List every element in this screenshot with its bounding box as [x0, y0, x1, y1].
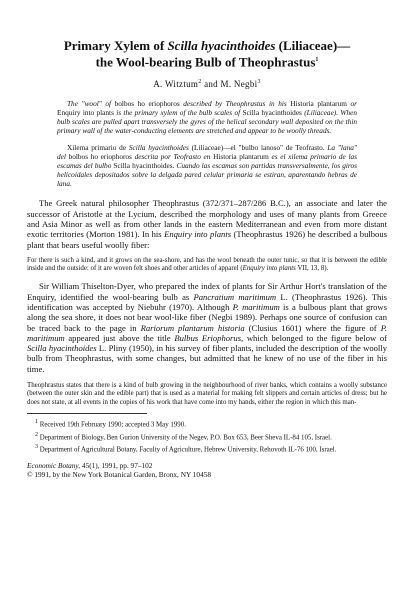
footnote-divider: [27, 413, 147, 414]
abstract-es-s9: Scilla hyacinthoides.: [111, 161, 177, 171]
para2-i4: P. maritimum: [27, 322, 387, 343]
abstract-en-s3: described by Theophrastus in his: [183, 99, 287, 109]
footnote-1: [27, 418, 387, 430]
author-1-mark: 2: [198, 79, 202, 86]
quote1-text1: For there is such a kind, and it grows on the sea-shore, and has the wool beneath the outer tunic, so that it is between the edible inside and the outside: of it are woven felt shoes and other articles of apparel (: [27, 256, 387, 273]
body-paragraph-1: [27, 198, 387, 249]
copyright-line: © 1991, by the New York Botanical Garden, Bronx, NY 10458: [27, 469, 212, 479]
abstract-es-s4: La "lana" del: [57, 143, 357, 162]
author-2: M. Negbi: [220, 79, 258, 90]
abstract-es-s3: (Liliaceae)—el "bulbo lanoso" de Teofrasto.: [188, 143, 328, 153]
footnote-3-text: Department of Agricultural Botany, Faculty of Agriculture, Hebrew University, Rehovoth IL-76 100, Israel.: [38, 446, 337, 454]
abstract-es-s10: Cuando las escamas son partidas transversalmente, los giros helicoidales depositados sobre la delgada pared celular primaria se estiran, aparentando hebras de lana.: [57, 161, 357, 189]
para2-i3: Rariorum plantarum historia: [140, 322, 245, 333]
title-line1-pre: Primary Xylem of: [63, 38, 168, 53]
quote1-italic: Enquiry into plants: [242, 265, 296, 273]
para2-i5: Bulbus Eriophorus,: [174, 332, 244, 343]
footnote-2-mark: 2: [35, 431, 38, 438]
body-paragraph-2: [27, 281, 387, 374]
abstract-en-s6: Enquiry into plants: [57, 108, 117, 118]
para2-t3: is a bulbous plant that grows along the sea shore, it does not bear wool-like fiber (Negbi 1989). Perhaps one source of confusion can be traced back to the page in: [27, 302, 387, 333]
para2-i2: P. maritimum: [232, 302, 280, 312]
para2-t4: (Clusius 1601) where the figure of: [244, 322, 381, 333]
para2-t7: L. Pliny (1950), in his survey of fiber plants, included the description of the woolly bulb from Theophrastus, with some changes, but admitted that he knew of no use of the fiber in his time.: [27, 343, 387, 374]
author-conj: and: [201, 79, 221, 90]
para2-t1: Sir William Thiselton-Dyer, who prepared the index of plants for Sir Arthur Hort's translation of the Enquiry, identified the wool-bearing bulb as: [27, 281, 387, 302]
abstract-es-s8: es el xilema primario de las escamas del bulbo: [57, 152, 357, 171]
article-title: [27, 38, 387, 69]
abstract-es-s6: descrita por Teofrasto en: [134, 152, 211, 162]
para1-text1: The Greek natural philosopher Theophrastus (372/371–287/286 B.C.), an associate and later the successor of Aristotle at the Lycium, described the morphology and uses of many plants from Greece and Asia Minor as well as from other lands in the eastern Mediterranean and even from more distant exotic territories (Morton 1981). In his: [27, 198, 387, 240]
footnote-3-mark: 3: [35, 444, 38, 451]
authors: [27, 79, 387, 89]
block-quote-1: [27, 257, 387, 274]
journal-name: Economic Botany,: [27, 460, 81, 470]
abstract-es-s5: bolbos ho eriophoros: [65, 152, 135, 162]
journal-citation: [27, 461, 387, 479]
author-2-mark: 3: [257, 79, 261, 86]
title-footnote-mark: 1: [315, 57, 319, 63]
para1-text2: (Theophrastus 1926) he described a bulbous plant that bears useful woolly fiber:: [27, 229, 387, 250]
abstract-es-s2: Scilla hyacinthoides: [128, 143, 189, 153]
abstract-en-s2: bolbos ho eriophoros: [111, 99, 184, 109]
title-line2: the Wool-bearing Bulb of Theophrastus: [95, 54, 316, 70]
block-quote-2: Theophrastus states that there is a kind of bulb growing in the neighbourhood of river banks, which contains a woolly substance (between the outer skin and the edible part) that is used as a material for making felt slippers and certain articles of dress; but he does not state, at all events in the copies of his work that have come into my hands, either the region in which this man-: [27, 382, 387, 406]
abstract-spanish: [57, 143, 357, 188]
abstract-en-s1: The "wool" of: [67, 99, 112, 109]
footnote-1-mark: 1: [35, 418, 38, 425]
para1-italic: Enquiry into plants: [164, 229, 232, 240]
journal-line: [27, 461, 387, 470]
footnote-2: [27, 431, 387, 443]
abstract-en-s4: Historia plantarum: [286, 99, 351, 109]
footnote-1-text: Received 19th February 1990; accepted 3 May 1990.: [38, 421, 186, 429]
footnote-2-text: Department of Biology, Ben Gurion University of the Negev, P.O. Box 653, Beer Sheva IL-84 105, Israel.: [38, 433, 332, 441]
quote1-text2: VII, 13, 8).: [295, 265, 329, 273]
title-line1-post: (Liliaceae)—: [275, 38, 351, 53]
footnote-3: [27, 443, 387, 455]
author-1: A. Witztum: [153, 79, 199, 90]
para2-t5: appeared just above the title: [64, 332, 175, 343]
abstract-en-s8: Scilla hyacinthoides: [240, 108, 305, 118]
para2-i1: Pancratium maritimum: [193, 291, 277, 302]
abstract-es-s7: Historia plantarum: [210, 152, 272, 162]
title-species: Scilla hyacinthoides: [167, 38, 276, 53]
abstract-en-s9: (Liliaceae). When bulb scales are pulled apart transversely the gyres of the helical secondary wall deposited on the thin primary wall of the water-conducting elements are stretched and appear to be woolly threads.: [57, 108, 357, 136]
abstract-en-s5: or: [350, 99, 357, 109]
abstract-es-s1: Xilema primario de: [67, 143, 129, 153]
abstract: [57, 99, 357, 188]
journal-volume: 45(1), 1991, pp. 97–102: [80, 460, 153, 470]
abstract-english: [57, 99, 357, 135]
para2-t2: L. (Theophrastus 1926). This identification was accepted by Niebuhr (1970). Although: [27, 291, 387, 312]
para2-i6: Scilla hyacinthoides: [27, 343, 97, 354]
para2-t6: which belonged to the figure below of: [243, 332, 388, 343]
abstract-en-s7: is the primary xylem of the bulb scales of: [116, 108, 241, 118]
